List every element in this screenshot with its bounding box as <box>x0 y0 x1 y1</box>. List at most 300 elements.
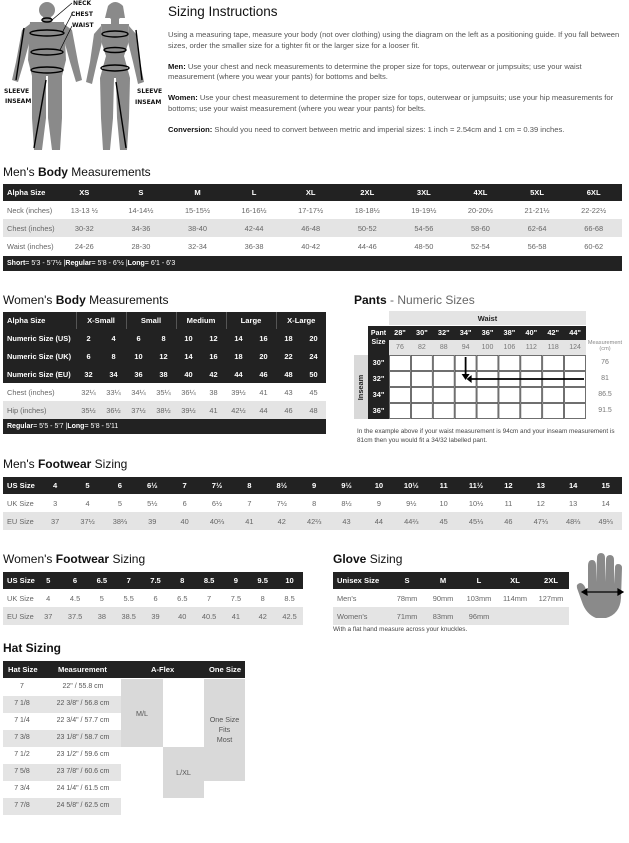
womens-numeric-row <box>3 347 326 365</box>
pants-grid-cell <box>543 388 564 403</box>
mens-footwear-header-cell: 10½ <box>395 477 427 494</box>
mens-body-cell: 32-34 <box>188 241 207 251</box>
womens-body-cell: 34¼ <box>131 387 146 397</box>
mens-body-cell: 66-68 <box>565 219 622 237</box>
mens-footwear-cell: 5½ <box>147 498 158 508</box>
pants-grid-cell <box>521 388 542 403</box>
hat-one-size-line3: Most <box>216 735 233 745</box>
womens-footwear-header-row <box>3 572 303 589</box>
mens-footwear-cell: 38⅔ <box>104 512 136 530</box>
womens-footwear-cell: 39 <box>142 607 169 625</box>
hat-row <box>3 781 121 798</box>
mens-footwear-header-cell: 12 <box>492 477 524 494</box>
pants-grid-cell <box>543 356 564 371</box>
womens-numeric-cell: 10 <box>176 329 201 347</box>
glove-header-cell: L <box>461 572 497 589</box>
mens-body-cell: 38-40 <box>169 219 226 237</box>
womens-body-cell: 32¼ <box>81 387 96 397</box>
mens-footwear-row <box>3 494 622 512</box>
body-measurement-figure <box>2 0 163 160</box>
mens-body-cell: 48-50 <box>414 241 434 251</box>
womens-footwear-cell: 37 <box>35 607 62 625</box>
womens-small-header: Small <box>126 312 176 329</box>
mens-body-cell: 19-19½ <box>411 205 437 215</box>
pants-waist-size: 36" <box>481 328 494 337</box>
mens-body-header-cell: XS <box>56 184 113 201</box>
glove-cell: 127mm <box>538 593 564 603</box>
pants-inseam-label: Inseam <box>356 374 366 400</box>
womens-numeric-cell: 34 <box>101 365 126 383</box>
mens-footwear-cell: 49⅓ <box>589 512 622 530</box>
hat-table <box>3 661 245 817</box>
glove-header-row <box>333 572 569 589</box>
pants-waist-cm: 112 <box>525 344 537 351</box>
womens-footwear-header-cell: US Size <box>3 572 35 589</box>
mens-body-cell: 30-32 <box>56 219 113 237</box>
pants-grid-cell <box>390 388 411 403</box>
hat-row <box>3 747 121 764</box>
pants-grid-cell <box>521 404 542 419</box>
hat-row <box>3 713 121 730</box>
label-chest: CHEST <box>71 11 93 18</box>
glove-row <box>333 589 569 607</box>
mens-body-cell: 18-18½ <box>354 205 380 215</box>
pants-grid-cell <box>411 372 432 387</box>
mens-footwear-cell: 3 <box>53 498 58 508</box>
pants-grid-cell <box>411 388 432 403</box>
glove-cell <box>497 607 533 625</box>
mens-footwear-header-cell: 6 <box>104 477 136 494</box>
pants-grid-cell <box>390 404 411 419</box>
womens-footwear-header-cell: 10 <box>276 572 303 589</box>
pants-grid-cell <box>433 372 454 387</box>
conversion-instructions: Conversion: Should you need to convert between metric and imperial sizes: 1 inch = 2.54cm and 1 cm = 0.39 inches. <box>168 124 565 134</box>
womens-alpha-size-header: Alpha Size <box>3 312 76 329</box>
mens-footwear-cell: 42⅔ <box>298 512 330 530</box>
mens-body-cell: 17-17½ <box>298 205 324 215</box>
label-inseam-right: INSEAM <box>135 99 162 106</box>
womens-body-cell: 35¼ <box>156 387 171 397</box>
hat-measurement: 23 7/8" / 60.6 cm <box>56 768 110 775</box>
womens-body-cell: 42½ <box>226 401 251 419</box>
hat-title: Hat Sizing <box>3 641 62 655</box>
hat-aflex-lxl: L/XL <box>163 747 204 798</box>
mens-body-cell: 28-30 <box>131 241 151 251</box>
womens-body-row <box>3 401 326 419</box>
womens-footwear-cell: 40 <box>169 607 196 625</box>
mens-body-cell: 50-52 <box>339 219 396 237</box>
mens-body-header-cell: XL <box>282 184 339 201</box>
womens-xsmall-header: X-Small <box>76 312 126 329</box>
womens-footwear-row-label: EU Size <box>3 607 35 625</box>
womens-footwear-row <box>3 607 303 625</box>
womens-footwear-cell: 38 <box>88 607 115 625</box>
mens-footwear-cell: 41 <box>233 512 265 530</box>
mens-footwear-cell: 5 <box>117 498 122 508</box>
mens-footwear-header-cell: 13 <box>525 477 557 494</box>
pants-waist-size: 44" <box>569 328 581 337</box>
sizing-instructions <box>168 4 623 145</box>
glove-row-label: Women's <box>333 607 389 625</box>
mens-body-table <box>3 184 622 255</box>
glove-table <box>333 572 569 625</box>
mens-footwear-header-cell: 8 <box>233 477 265 494</box>
pants-waist-cm: 88 <box>439 344 448 351</box>
mens-footwear-cell: 6 <box>182 498 187 508</box>
womens-footwear-cell: 7 <box>207 593 212 603</box>
pants-grid-cell <box>499 388 520 403</box>
mens-footwear-cell: 12 <box>536 498 545 508</box>
womens-numeric-cell: 8 <box>101 347 126 365</box>
mens-body-cell: 60-62 <box>584 241 604 251</box>
womens-footwear-cell: 6 <box>153 593 158 603</box>
womens-footwear-cell: 38.5 <box>115 607 142 625</box>
womens-body-cell: 41 <box>201 401 226 419</box>
womens-numeric-cell: 40 <box>176 365 201 383</box>
mens-body-row <box>3 201 622 219</box>
mens-body-cell: 13-13 ½ <box>70 205 98 215</box>
label-neck: NECK <box>73 0 92 7</box>
mens-body-cell: 14-14½ <box>128 205 154 215</box>
womens-footwear-header-cell: 5 <box>35 572 62 589</box>
hat-row <box>3 764 121 781</box>
womens-footwear-cell: 4 <box>46 593 51 603</box>
hat-size: 7 3/4 <box>14 785 30 792</box>
womens-footwear-row <box>3 589 303 607</box>
womens-body-cell: 38½ <box>151 401 176 419</box>
glove-header-cell: M <box>425 572 461 589</box>
womens-numeric-cell: 20 <box>301 329 326 347</box>
womens-numeric-label: Numeric Size (US) <box>3 329 76 347</box>
mens-footwear-cell: 8 <box>312 498 317 508</box>
womens-footwear-header-cell: 9 <box>223 572 250 589</box>
glove-row-label: Men's <box>337 593 357 603</box>
womens-numeric-cell: 38 <box>151 365 176 383</box>
womens-body-row <box>3 383 326 401</box>
mens-footwear-cell: 10 <box>439 498 448 508</box>
womens-numeric-cell: 10 <box>126 347 151 365</box>
mens-body-header-cell: S <box>113 184 170 201</box>
womens-body-cell: 46 <box>276 401 301 419</box>
mens-body-cell: 46-48 <box>282 219 339 237</box>
glove-cell: 103mm <box>466 593 492 603</box>
pants-waist-size: 30" <box>415 328 428 337</box>
mens-footwear-cell: 8½ <box>341 498 352 508</box>
womens-footwear-cell: 8.5 <box>284 593 295 603</box>
pants-grid-cell <box>499 356 520 371</box>
womens-footwear-cell: 4.5 <box>69 593 81 603</box>
womens-body-cell: 38 <box>209 387 218 397</box>
mens-footwear-header-cell: US Size <box>3 477 39 494</box>
mens-footwear-header-cell: 9 <box>298 477 330 494</box>
mens-footwear-cell: 39 <box>136 512 168 530</box>
mens-footwear-title: Men's Footwear Sizing <box>3 457 128 471</box>
pants-grid-cell <box>565 356 586 371</box>
mens-footwear-header-cell: 10 <box>363 477 395 494</box>
mens-body-cell: 20-20½ <box>467 205 493 215</box>
mens-footwear-cell: 42 <box>266 512 298 530</box>
pants-note: In the example above if your waist measurement is 94cm and your inseam measurement is 81cm then you would fit a 34/32 labelled pant. <box>357 428 615 444</box>
pants-size-grid <box>354 311 624 423</box>
hat-one-size-line2: Fits <box>218 724 231 734</box>
mens-body-cell: 54-56 <box>396 219 453 237</box>
label-sleeve-right: SLEEVE <box>137 88 163 95</box>
hat-measurement: 23 1/8" / 58.7 cm <box>56 734 110 741</box>
mens-body-cell: 56-58 <box>527 241 547 251</box>
glove-row <box>333 607 569 625</box>
womens-footwear-cell: 40.5 <box>196 607 223 625</box>
mens-footwear-header-cell: 9½ <box>330 477 362 494</box>
mens-footwear-header-cell: 6½ <box>136 477 168 494</box>
hat-measurement: 22 3/8" / 56.8 cm <box>56 700 110 707</box>
pants-inseam-label-box <box>354 355 368 419</box>
womens-xlarge-header: X-Large <box>276 312 326 329</box>
hat-size: 7 <box>20 683 24 690</box>
womens-footwear-header-cell: 7 <box>115 572 142 589</box>
mens-footwear-header-cell: 14 <box>557 477 589 494</box>
pants-title: Pants - Numeric Sizes <box>354 293 475 307</box>
pants-inseam-cm: 86.5 <box>598 391 612 398</box>
pants-inseam-size: 30" <box>372 358 385 367</box>
mens-footwear-header-cell: 11 <box>427 477 459 494</box>
hat-measurement: 24 5/8" / 62.5 cm <box>56 802 110 809</box>
pants-grid-cell <box>411 356 432 371</box>
womens-numeric-cell: 16 <box>251 329 276 347</box>
mens-footwear-cell: 43 <box>330 512 362 530</box>
womens-numeric-cell: 44 <box>226 365 251 383</box>
pants-waist-size: 38" <box>503 328 516 337</box>
mens-footwear-cell: 10½ <box>468 498 484 508</box>
womens-footwear-cell: 42.5 <box>276 607 303 625</box>
mens-footwear-header-cell: 5 <box>71 477 103 494</box>
mens-footwear-cell: 40 <box>168 512 200 530</box>
pants-grid-cell <box>499 404 520 419</box>
womens-numeric-cell: 18 <box>276 329 301 347</box>
womens-footwear-header-cell: 8 <box>169 572 196 589</box>
womens-body-row-label: Hip (inches) <box>3 401 76 419</box>
womens-body-cell: 43 <box>284 387 293 397</box>
glove-note: With a flat hand measure across your knuckles. <box>333 626 468 633</box>
womens-body-cell: 37½ <box>126 401 151 419</box>
mens-body-title: Men's Body Measurements <box>3 165 151 179</box>
mens-footwear-header-row <box>3 477 622 494</box>
womens-numeric-cell: 50 <box>301 365 326 383</box>
womens-numeric-cell: 14 <box>226 329 251 347</box>
womens-body-title: Women's Body Measurements <box>3 293 169 307</box>
glove-cell: 96mm <box>461 607 497 625</box>
womens-footwear-cell: 7.5 <box>230 593 242 603</box>
hat-row <box>3 679 121 696</box>
mens-footwear-header-cell: 8½ <box>266 477 298 494</box>
hat-row <box>3 696 121 713</box>
womens-body-cell: 48 <box>301 401 326 419</box>
mens-body-header-cell: M <box>169 184 226 201</box>
womens-body-length-footer: Regular = 5'5 - 5'7 | Long = 5'8 - 5'11 <box>3 419 326 434</box>
pants-inseam-size: 34" <box>372 390 385 399</box>
hat-one-size-line1: One Size <box>209 714 240 724</box>
pants-inseam-cm: 81 <box>601 375 609 382</box>
hat-measurement: 23 1/2" / 59.6 cm <box>56 751 110 758</box>
pants-grid-cell <box>477 404 498 419</box>
hat-size: 7 1/2 <box>14 751 30 758</box>
pants-inseam-size: 36" <box>372 406 385 415</box>
mens-footwear-row <box>3 512 622 530</box>
women-instructions: Women: Use your chest measurement to determine the proper size for tops, outerwear or jumpsuits; use your hip measurements for bottoms; use your waist measurement (where you wear your pants) for belts. <box>168 93 614 113</box>
mens-footwear-header-cell: 4 <box>39 477 71 494</box>
glove-title: Glove Sizing <box>333 552 403 566</box>
intro-paragraph: Using a measuring tape, measure your body (not over clothing) using the diagram on the left as a positioning guide. If you fall between sizes, order the smaller size for a tighter fit or the larger size for a looser fit. <box>168 30 620 50</box>
glove-cell: 83mm <box>425 607 461 625</box>
womens-large-header: Large <box>226 312 276 329</box>
hat-measurement-header: Measurement <box>58 665 107 674</box>
womens-numeric-cell: 16 <box>201 347 226 365</box>
pants-waist-cm: 106 <box>503 344 516 351</box>
mens-body-header-cell: Alpha Size <box>3 184 56 201</box>
hat-size: 7 5/8 <box>14 768 30 775</box>
pants-size-label: Pant Size <box>368 326 389 365</box>
glove-cell: 114mm <box>502 593 528 603</box>
womens-body-header-row <box>3 312 326 329</box>
womens-footwear-row-label: UK Size <box>7 593 34 603</box>
womens-numeric-cell: 24 <box>301 347 326 365</box>
mens-footwear-cell: 11 <box>504 498 513 508</box>
pants-inseam-cm: 91.5 <box>598 407 612 414</box>
pants-grid-cell <box>565 404 586 419</box>
glove-header-cell: XL <box>497 572 533 589</box>
hat-aflex-header: A-Flex <box>151 665 175 674</box>
womens-footwear-header-cell: 7.5 <box>142 572 169 589</box>
womens-numeric-label: Numeric Size (EU) <box>3 365 76 383</box>
label-waist: WAIST <box>72 22 94 29</box>
mens-body-row-label: Waist (inches) <box>7 241 54 251</box>
womens-footwear-cell: 37.5 <box>62 607 89 625</box>
womens-footwear-cell: 8 <box>260 593 265 603</box>
pants-waist-cm: 100 <box>481 344 494 351</box>
mens-footwear-cell: 7½ <box>276 498 287 508</box>
mens-footwear-row-label: EU Size <box>3 512 39 530</box>
womens-numeric-cell: 4 <box>101 329 126 347</box>
womens-numeric-cell: 12 <box>201 329 226 347</box>
womens-body-cell: 45 <box>309 387 318 397</box>
mens-body-header-cell: L <box>226 184 283 201</box>
mens-body-header-row <box>3 184 622 201</box>
womens-numeric-cell: 48 <box>276 365 301 383</box>
pants-grid-cell <box>477 356 498 371</box>
mens-body-header-cell: 6XL <box>565 184 622 201</box>
womens-numeric-cell: 22 <box>276 347 301 365</box>
womens-numeric-cell: 6 <box>126 329 151 347</box>
womens-numeric-cell: 32 <box>76 365 101 383</box>
pants-waist-cm: 76 <box>396 344 404 351</box>
womens-footwear-cell: 42 <box>249 607 276 625</box>
hat-one-size <box>204 679 245 781</box>
mens-footwear-cell: 14 <box>601 498 610 508</box>
womens-numeric-cell: 18 <box>226 347 251 365</box>
pants-waist-size: 42" <box>547 328 560 337</box>
pants-waist-cm: 118 <box>547 344 559 351</box>
mens-body-cell: 42-44 <box>226 219 283 237</box>
men-instructions: Men: Use your chest and neck measurements to determine the proper size for tops, outerwear or jumpsuits; use your waist measurement (where you wear your pants) for bottoms and belts. <box>168 61 582 82</box>
mens-footwear-cell: 44 <box>363 512 395 530</box>
mens-footwear-header-cell: 7½ <box>201 477 233 494</box>
mens-body-cell: 24-26 <box>74 241 94 251</box>
pants-grid-cell <box>543 404 564 419</box>
mens-footwear-cell: 6½ <box>211 498 223 508</box>
womens-body-row-label: Chest (inches) <box>7 387 55 397</box>
pants-grid-cell <box>565 388 586 403</box>
mens-body-row-label: Chest (inches) <box>3 219 56 237</box>
mens-footwear-cell: 45 <box>427 512 459 530</box>
mens-body-cell: 22-22½ <box>581 205 607 215</box>
mens-body-header-cell: 3XL <box>396 184 453 201</box>
pants-waist-cm: 94 <box>461 344 470 351</box>
womens-footwear-cell: 5 <box>99 593 104 603</box>
glove-cell <box>533 607 569 625</box>
womens-body-cell: 41 <box>259 387 268 397</box>
womens-body-cell: 39½ <box>231 387 246 397</box>
womens-body-cell: 36½ <box>101 401 126 419</box>
pants-waist-size: 34" <box>459 328 472 337</box>
label-sleeve-left: SLEEVE <box>4 88 30 95</box>
womens-numeric-cell: 46 <box>251 365 276 383</box>
mens-footwear-table <box>3 477 622 530</box>
pants-grid-cell <box>455 388 476 403</box>
hat-measurement: 22" / 55.8 cm <box>62 683 104 690</box>
mens-body-row <box>3 219 622 237</box>
mens-footwear-row-label: UK Size <box>7 498 34 508</box>
pants-grid-cells <box>389 355 586 419</box>
womens-footwear-header-cell: 8.5 <box>196 572 223 589</box>
hat-header-row <box>3 661 245 678</box>
hat-size: 7 1/4 <box>14 717 30 724</box>
womens-footwear-cell: 41 <box>223 607 250 625</box>
womens-footwear-title: Women's Footwear Sizing <box>3 552 146 566</box>
womens-footwear-header-cell: 9.5 <box>249 572 276 589</box>
womens-footwear-cell: 5.5 <box>123 593 134 603</box>
glove-header-cell: 2XL <box>533 572 569 589</box>
pants-waist-cm: 124 <box>569 344 581 351</box>
mens-body-cell: 36-38 <box>244 241 264 251</box>
mens-footwear-cell: 47⅓ <box>525 512 557 530</box>
mens-footwear-header-cell: 15 <box>589 477 622 494</box>
mens-footwear-cell: 40⅔ <box>201 512 233 530</box>
womens-body-cell: 44 <box>251 401 276 419</box>
womens-numeric-row <box>3 365 326 383</box>
pants-grid-cell <box>390 356 411 371</box>
mens-body-row <box>3 237 622 255</box>
pants-waist-size: 28" <box>394 328 406 337</box>
mens-footwear-cell: 48⅔ <box>557 512 589 530</box>
womens-footwear-header-cell: 6 <box>62 572 89 589</box>
hat-row <box>3 798 121 815</box>
mens-footwear-cell: 44⅔ <box>395 512 427 530</box>
womens-body-cell: 33¼ <box>106 387 121 397</box>
womens-numeric-cell: 42 <box>201 365 226 383</box>
hat-aflex-ml: M/L <box>121 679 163 747</box>
mens-body-header-cell: 5XL <box>509 184 566 201</box>
pants-grid-cell <box>390 372 411 387</box>
womens-numeric-cell: 12 <box>151 347 176 365</box>
womens-numeric-cell: 20 <box>251 347 276 365</box>
pants-inseam-size: 32" <box>372 374 385 383</box>
womens-footwear-header-cell: 6.5 <box>88 572 115 589</box>
womens-numeric-label: Numeric Size (UK) <box>3 347 76 365</box>
mens-footwear-cell: 13 <box>569 498 578 508</box>
pants-measurement-label: Measurement (cm) <box>587 340 623 353</box>
mens-footwear-header-cell: 11½ <box>460 477 492 494</box>
mens-body-cell: 40-42 <box>301 241 321 251</box>
womens-numeric-cell: 14 <box>176 347 201 365</box>
